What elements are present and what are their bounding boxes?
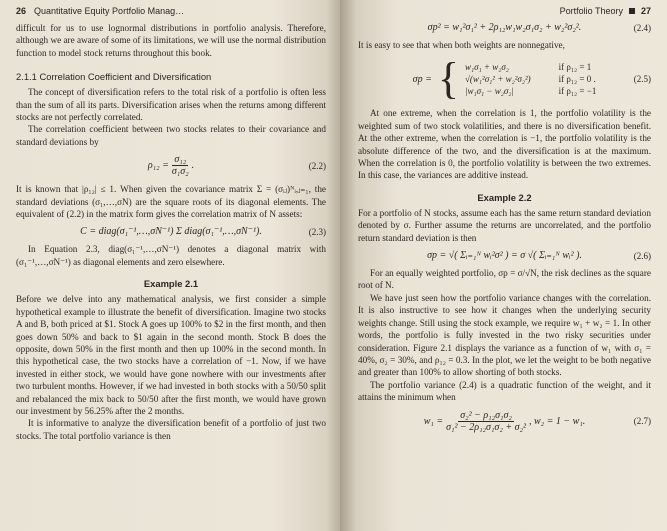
right-paragraph-1: It is easy to see that when both weights are nonnegative, <box>358 40 565 50</box>
eq27-numerator: σ₂² − ρ₁₂σ₁σ₂ <box>460 409 512 421</box>
right-header-title: Portfolio Theory <box>559 6 623 16</box>
left-paragraph-2: The concept of diversification refers to the total risk of a portfolio is often less than the sum of all its parts. Diversification arises when the returns among different stocks are not perfectly correlated. <box>16 87 326 123</box>
equation-2-4 <box>358 22 651 33</box>
left-paragraph-6: Before we delve into any mathematical analysis, we first consider a simple hypothetical example to illustrate the benefit of diversification. Imagine two stocks A and B, both priced at $1. Stock A goes up 100% to $2 in the first month, and then goes down 50% and back to $1 again in the second month. Stock B does the opposite, down 50% in the first month and then up 100% in the second month. In this hypothetical case, the two stocks have a correlation of −1. Now, if we have invested in either stock, we would have gone nowhere with our investments after two turbulent months. However, if we had invested in both stocks with a 50/50 split and rebalanced the mix back to 50/50 after the first month, we would have grown our investment by 56.25% after the 2 months. <box>16 294 326 416</box>
eq25-case-2-cond: if ρ₁₂ = 0 . <box>558 74 596 85</box>
eq25-case-1-expr: w₁σ₁ + w₂σ₂ <box>464 62 509 73</box>
header-square-icon <box>629 8 635 14</box>
right-paragraph-4: For an equally weighted portfolio, σp = σ/√N, the risk declines as the square root of N. <box>358 268 651 291</box>
eq26-body: σp = √( Σᵢ₌₁ᴺ wᵢ²σ² ) = σ √( Σᵢ₌₁ᴺ wᵢ² ). <box>427 250 582 262</box>
eq22-denominator: σ₁σ₂ <box>171 166 189 178</box>
left-paragraph-3: The correlation coefficient between two stocks relates to their covariance and standard deviations by <box>16 124 326 147</box>
left-page-number: 26 <box>16 6 27 16</box>
left-paragraph-4: It is known that |ρ₁₂| ≤ 1. When given the covariance matrix Σ = (σᵢⱼ)ᴺᵢ,ⱼ₌₁, the standard deviations (σ₁,…,σN) are the square roots of its diagonal elements. The equivalent of (2.2) in the matrix form gives the correlation matrix of N assets: <box>16 184 326 220</box>
equation-2-2 <box>16 154 326 177</box>
right-paragraph-5: We have just seen how the portfolio variance changes with the correlation. It is also instructive to see how it changes when the underlying security weights change. Still using the stock example, we require w₁ + w₂ = 1. In other words, the portfolio is fully invested in the two risky securities under consideration. Figure 2.1 displays the variance as a function of w₁ with σ₁ = 40%, σ₂ = 30%, and ρ₁₂ = 0.3. In the plot, we let the weight to be both negative and greater than 100% to allow shorting of both stocks. <box>358 292 651 378</box>
left-paragraph-7: It is informative to analyze the diversification benefit of a portfolio of just two stocks. The total portfolio variance is then <box>16 418 326 441</box>
left-paragraph-1: difficult for us to use lognormal distributions in portfolio analysis. Therefore, although we are aware of some of its limitations, we will use the normal distribution function to model stock returns throughout this book. <box>16 23 327 58</box>
equation-2-7 <box>358 410 651 433</box>
right-page-number: 27 <box>640 6 651 16</box>
eq25-case-2-expr: √(w₁²σ₁² + w₂²σ₂²) <box>464 74 531 85</box>
example-2-1-heading: Example 2.1 <box>143 278 199 290</box>
eq22-numerator: σ₁₂ <box>174 154 187 166</box>
left-running-header <box>16 6 326 16</box>
eq24-body: σp² = w₁²σ₁² + 2ρ₁₂w₁w₂σ₁σ₂ + w₂²σ₂². <box>427 22 582 33</box>
right-page <box>340 0 667 531</box>
equation-2-3 <box>16 226 326 237</box>
eq26-number: (2.6) <box>633 250 651 261</box>
left-brace-icon: { <box>437 54 459 104</box>
eq27-denominator: σ₁² − 2ρ₁₂σ₁σ₂ + σ₂² <box>446 421 526 433</box>
eq25-case-3-cond: if ρ₁₂ = −1 <box>558 86 597 97</box>
eq25-cases-block <box>412 54 597 104</box>
eq22-tail: . <box>191 160 195 172</box>
eq25-case-3-expr: |w₁σ₁ − w₂σ₂| <box>464 86 514 97</box>
eq27-tail: , w₂ = 1 − w₁. <box>529 415 586 427</box>
eq27-lhs: w₁ = <box>423 415 444 427</box>
eq25-lhs: σp = <box>412 73 432 85</box>
eq22-number: (2.2) <box>308 160 326 171</box>
eq22-lhs: ρ₁₂ = <box>147 160 169 172</box>
eq27-fraction <box>446 410 526 433</box>
equation-2-5 <box>358 54 651 104</box>
eq23-body: C = diag(σ₁⁻¹,…,σN⁻¹) Σ diag(σ₁⁻¹,…,σN⁻¹). <box>80 226 262 238</box>
right-paragraph-2: At one extreme, when the correlation is 1, the portfolio volatility is the weighted sum of two stock volatilities, and there is no diversification benefit. At the other extreme, when the correlation is −1, the portfolio volatility is the absolute difference of the two, and the diversification is at the maximum. When the correlation is 0, the portfolio volatility is between the two extremes. In this case, the variances are additive instead. <box>358 108 651 181</box>
right-paragraph-3: For a portfolio of N stocks, assume each has the same return standard deviation denoted by σ. Further assume the returns are uncorrelated, and the portfolio return standard deviation is then <box>358 207 651 243</box>
right-running-header <box>358 6 651 16</box>
example-2-2-heading: Example 2.2 <box>477 191 532 203</box>
eq25-cases <box>465 62 596 96</box>
eq27-number: (2.7) <box>633 416 651 427</box>
left-paragraph-5: In Equation 2.3, diag(σ₁⁻¹,…,σN⁻¹) denotes a diagonal matrix with (σ₁⁻¹,…,σN⁻¹) as diagonal elements and zero elsewhere. <box>16 244 326 267</box>
section-heading: 2.1.1 Correlation Coefficient and Diversification <box>16 71 212 83</box>
eq25-number: (2.5) <box>633 74 651 85</box>
eq23-number: (2.3) <box>308 226 326 237</box>
eq25-case-1-cond: if ρ₁₂ = 1 <box>558 62 592 73</box>
right-paragraph-6: The portfolio variance (2.4) is a quadratic function of the weight, and it attains the minimum when <box>358 379 651 403</box>
equation-2-6 <box>358 250 651 261</box>
left-header-title: Quantitative Equity Portfolio Manag… <box>34 6 185 16</box>
eq24-number: (2.4) <box>633 22 651 33</box>
eq22-fraction <box>172 154 189 177</box>
